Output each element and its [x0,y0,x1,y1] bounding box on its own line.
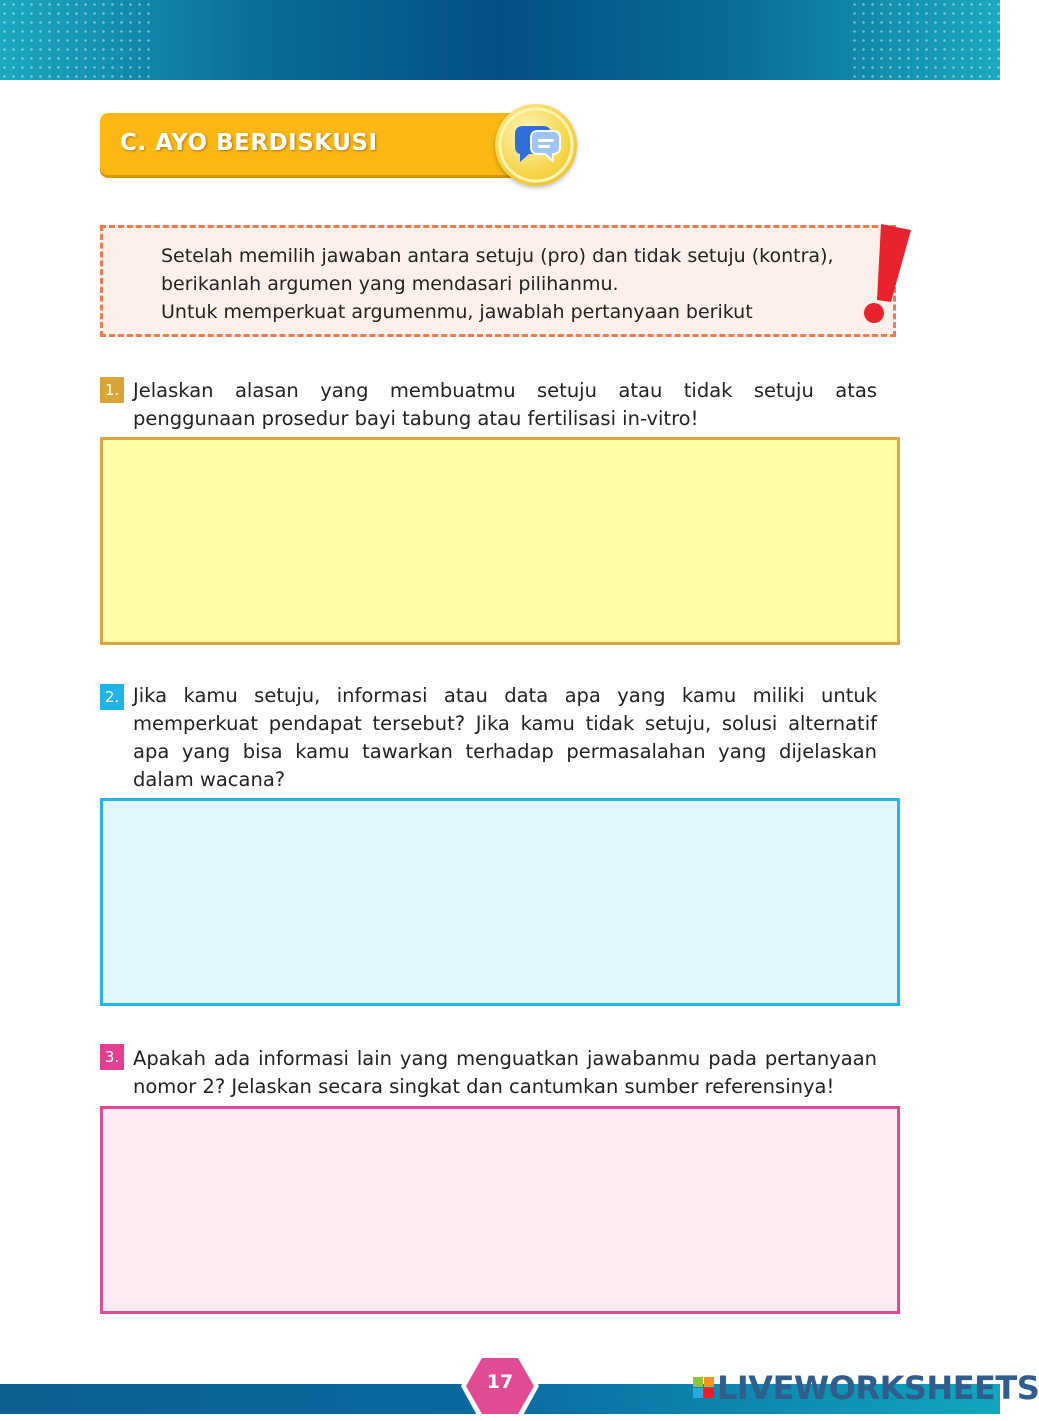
instruction-box [100,225,896,337]
answer-box-1[interactable] [100,437,900,645]
question-number-1: 1. [100,377,124,403]
section-header [100,113,520,175]
top-banner [0,0,1000,80]
page-number: 17 [486,1371,514,1393]
question-text-2: Jika kamu setuju, informasi atau data apa yang kamu miliki untuk memperkuat pendapat tersebut? Jika kamu tidak setuju, solusi alternatif apa yang bisa kamu tawarkan terhadap permasalahan yang dijelaskan dalam wacana? [133,684,877,791]
question-number-2: 2. [100,684,124,710]
chat-bubbles-icon [495,104,577,186]
section-title: C. AYO BERDISKUSI [120,130,378,156]
banner-dots-right [850,0,1000,80]
exclamation-icon [855,222,913,328]
liveworksheets-brand[interactable]: LIVEWORKSHEETS [717,1369,1039,1407]
instruction-line: Setelah memilih jawaban antara setuju (pro) dan tidak setuju (kontra), [161,245,834,267]
instruction-line: Untuk memperkuat argumenmu, jawablah pertanyaan berikut [161,301,753,323]
liveworksheets-logo-icon [693,1377,715,1399]
answer-box-2[interactable] [100,798,900,1006]
question-number-3: 3. [100,1044,124,1070]
banner-dots-left [0,0,150,80]
instruction-line: berikanlah argumen yang mendasari pilihanmu. [161,273,619,295]
question-text-3: Apakah ada informasi lain yang menguatkan jawabanmu pada pertanyaan nomor 2? Jelaskan secara singkat dan cantumkan sumber referensinya! [133,1047,877,1098]
answer-box-3[interactable] [100,1106,900,1314]
question-text-1: Jelaskan alasan yang membuatmu setuju atau tidak setuju atas penggunaan prosedur bayi tabung atau fertilisasi in-vitro! [133,379,877,430]
